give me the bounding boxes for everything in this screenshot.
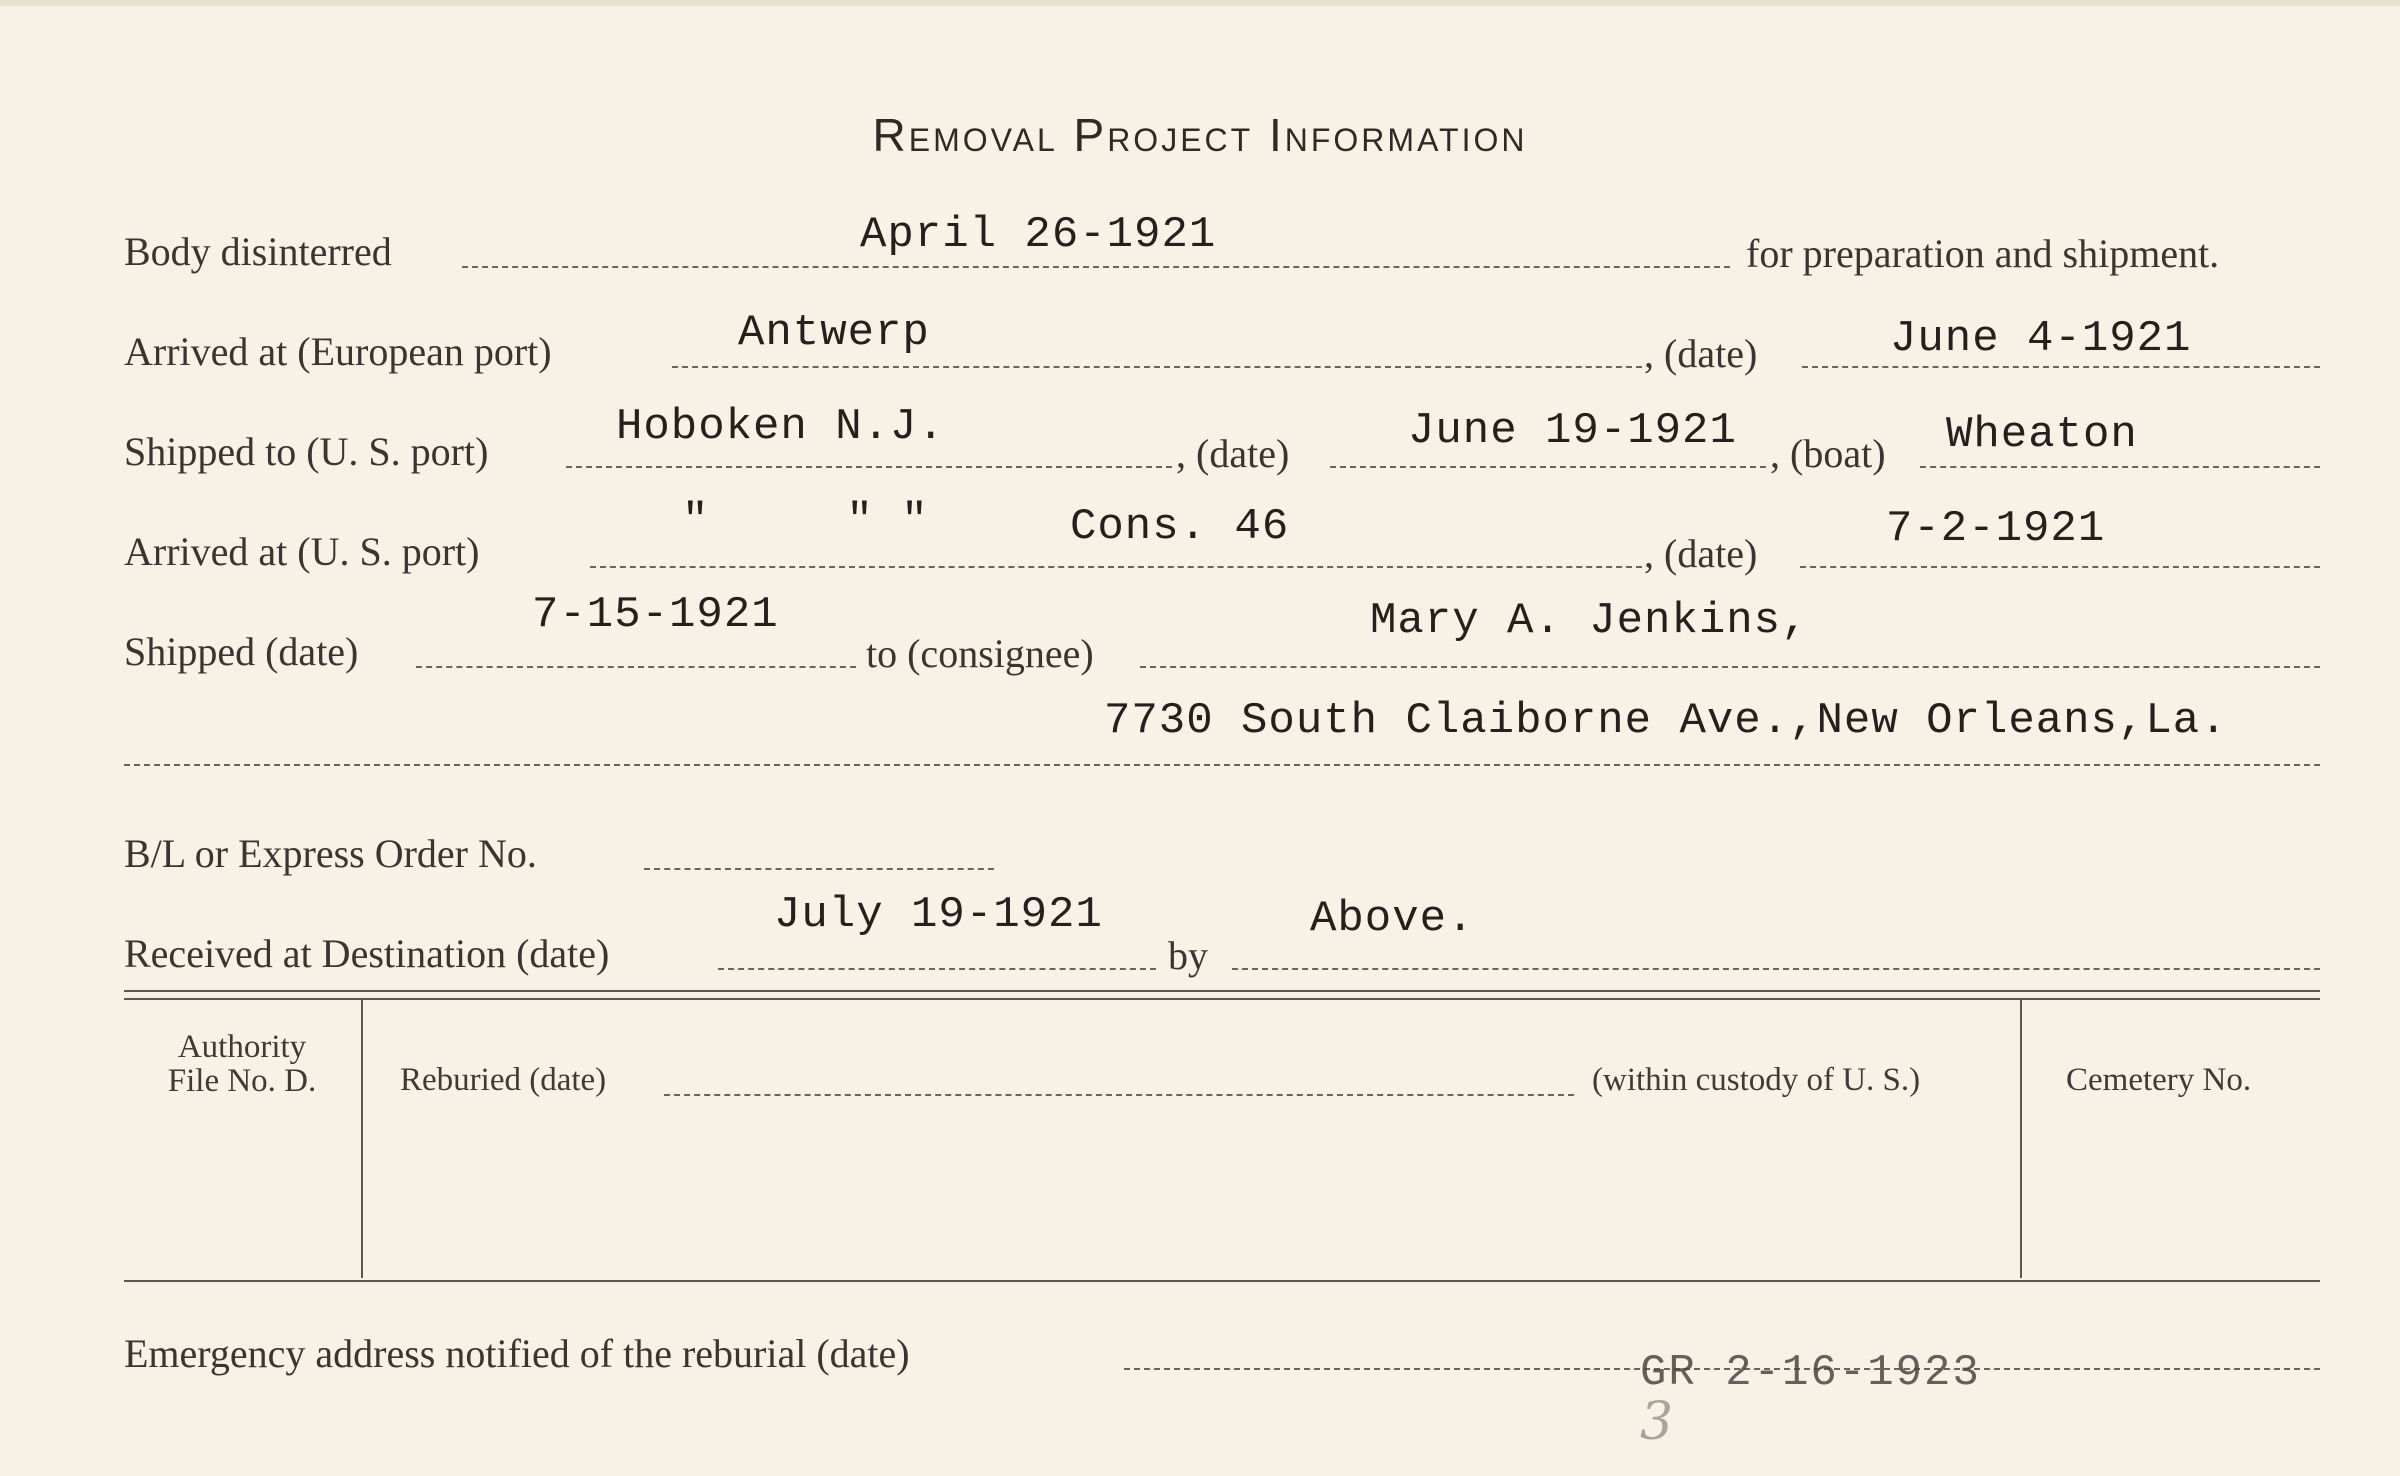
card-top-edge bbox=[0, 0, 2400, 6]
disinterred-line bbox=[462, 266, 1730, 268]
authority-file-label bbox=[124, 1030, 360, 1098]
consignee-name: Mary A. Jenkins, bbox=[1370, 596, 1809, 646]
shipped-date-label: Shipped (date) bbox=[124, 629, 359, 674]
shipped-us-date-label: , (date) bbox=[1176, 431, 1290, 476]
cemetery-no-label: Cemetery No. bbox=[2066, 1062, 2252, 1098]
table-divider-left bbox=[361, 1000, 363, 1278]
address-line bbox=[124, 764, 2320, 766]
received-label: Received at Destination (date) bbox=[124, 931, 610, 976]
arrived-us-port-line bbox=[590, 566, 1642, 568]
ditto-marks: " " " bbox=[682, 496, 929, 546]
european-port-value: Antwerp bbox=[738, 308, 930, 358]
consignee-label: to (consignee) bbox=[866, 631, 1094, 676]
pencil-mark: 3 bbox=[1640, 1392, 1674, 1452]
shipped-us-date-value: June 19-1921 bbox=[1408, 406, 1737, 456]
arrived-us-date-value: 7-2-1921 bbox=[1886, 504, 2106, 554]
received-by-label: by bbox=[1168, 933, 1208, 978]
european-date-value: June 4-1921 bbox=[1890, 314, 2192, 364]
table-divider-right bbox=[2020, 1000, 2022, 1278]
shipped-us-port-value: Hoboken N.J. bbox=[616, 402, 945, 452]
boat-line bbox=[1920, 466, 2320, 468]
disinterred-date: April 26-1921 bbox=[860, 210, 1217, 260]
shipped-us-port-label: Shipped to (U. S. port) bbox=[124, 429, 489, 474]
arrived-us-port-label: Arrived at (U. S. port) bbox=[124, 529, 480, 574]
shipped-date-value: 7-15-1921 bbox=[532, 590, 779, 640]
european-port-label: Arrived at (European port) bbox=[124, 329, 552, 374]
disinterred-label: Body disinterred bbox=[124, 229, 392, 274]
disinterred-suffix: for preparation and shipment. bbox=[1746, 231, 2220, 276]
shipped-us-date-line bbox=[1330, 466, 1766, 468]
bl-line bbox=[644, 868, 994, 870]
european-date-label: , (date) bbox=[1644, 331, 1758, 376]
shipped-date-line bbox=[416, 666, 856, 668]
consignee-address: 7730 South Claiborne Ave.,New Orleans,La. bbox=[1104, 696, 2228, 746]
received-by-line bbox=[1232, 968, 2320, 970]
received-date-value: July 19-1921 bbox=[774, 890, 1103, 940]
received-date-line bbox=[718, 968, 1156, 970]
european-date-line bbox=[1802, 366, 2320, 368]
card-title: Removal Project Information bbox=[872, 109, 1528, 161]
gr-stamp: GR 2-16-1923 bbox=[1640, 1348, 1981, 1398]
cons-number: Cons. 46 bbox=[1070, 502, 1290, 552]
custody-label: (within custody of U. S.) bbox=[1592, 1062, 1921, 1098]
table-top-rule-1 bbox=[124, 990, 2320, 992]
authority-line-2: File No. D. bbox=[167, 1063, 317, 1099]
consignee-line bbox=[1140, 666, 2320, 668]
european-port-line bbox=[672, 366, 1642, 368]
arrived-us-date-line bbox=[1800, 566, 2320, 568]
boat-label: , (boat) bbox=[1770, 431, 1886, 476]
table-top-rule-2 bbox=[124, 998, 2320, 1000]
arrived-us-date-label: , (date) bbox=[1644, 531, 1758, 576]
emergency-label: Emergency address notified of the reburial (date) bbox=[124, 1331, 910, 1376]
boat-value: Wheaton bbox=[1946, 410, 2138, 460]
authority-line-1: Authority bbox=[177, 1029, 307, 1065]
table-bottom-rule bbox=[124, 1280, 2320, 1282]
shipped-us-port-line bbox=[566, 466, 1172, 468]
reburied-label: Reburied (date) bbox=[400, 1062, 607, 1098]
bl-label: B/L or Express Order No. bbox=[124, 831, 537, 876]
received-by-value: Above. bbox=[1310, 894, 1475, 944]
reburied-line bbox=[664, 1094, 1574, 1096]
